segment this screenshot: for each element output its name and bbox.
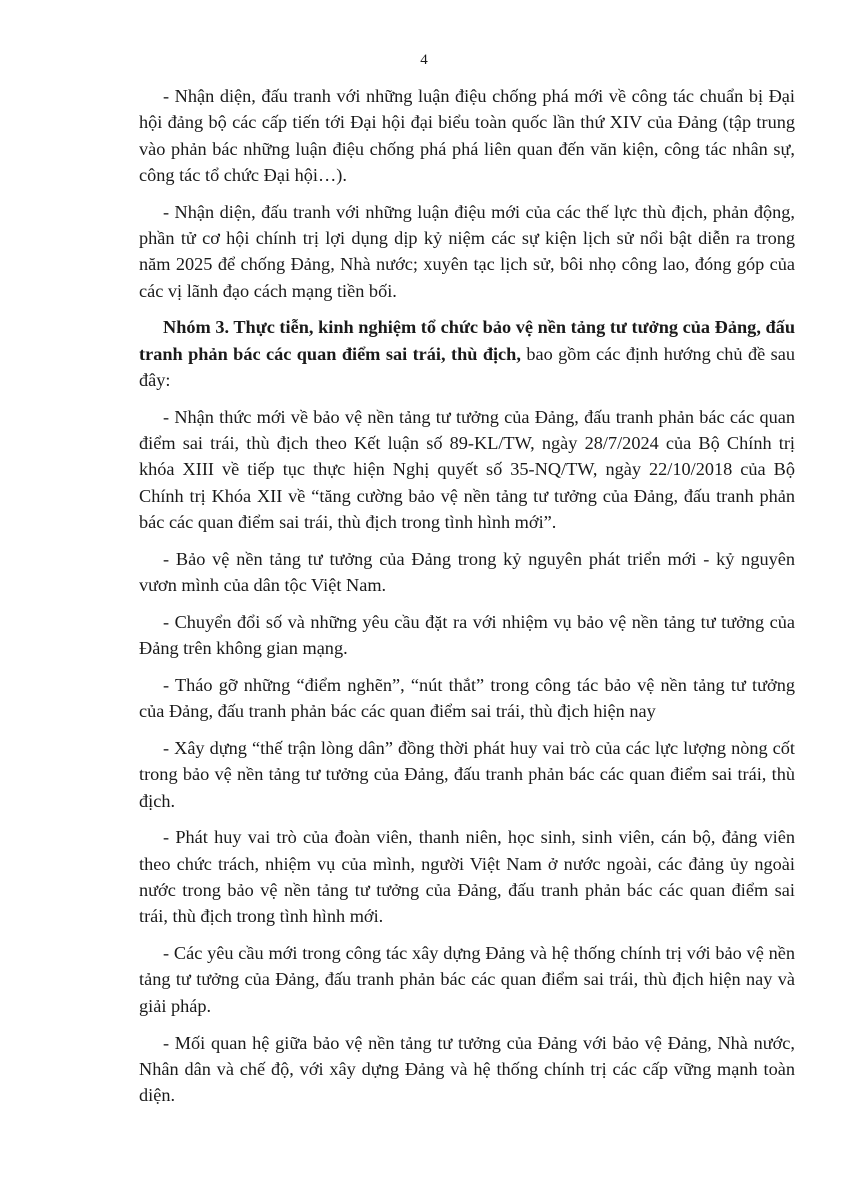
paragraph: - Nhận diện, đấu tranh với những luận điệu chống phá mới về công tác chuẩn bị Đại hội đảng bộ các cấp tiến tới Đại hội đại biểu toàn quốc lần thứ XIV của Đảng (tập trung vào phản bác những luận điệu chống phá phá liên quan đến văn kiện, công tác nhân sự, công tác tổ chức Đại hội…). [139, 86, 795, 185]
section-heading-continuation: bao gồm các định hướng chủ đề sau đây: [139, 343, 795, 390]
paragraph: - Bảo vệ nền tảng tư tưởng của Đảng trong kỷ nguyên phát triển mới - kỷ nguyên vươn mình của dân tộc Việt Nam. [139, 548, 795, 596]
paragraph: - Chuyển đổi số và những yêu cầu đặt ra với nhiệm vụ bảo vệ nền tảng tư tưởng của Đảng trên không gian mạng. [139, 611, 795, 659]
paragraph: - Mối quan hệ giữa bảo vệ nền tảng tư tưởng của Đảng với bảo vệ Đảng, Nhà nước, Nhân dân và chế độ, với xây dựng Đảng và hệ thống chính trị các cấp vững mạnh toàn diện. [139, 1032, 795, 1106]
paragraph: - Phát huy vai trò của đoàn viên, thanh niên, học sinh, sinh viên, cán bộ, đảng viên theo chức trách, nhiệm vụ của mình, người Việt Nam ở nước ngoài, các đảng ủy ngoài nước trong bảo vệ nền tảng tư tưởng của Đảng, đấu tranh phản bác các quan điểm sai trái, thù địch trong tình hình mới. [139, 827, 795, 927]
paragraph: - Nhận diện, đấu tranh với những luận điệu mới của các thế lực thù địch, phản động, phần tử cơ hội chính trị lợi dụng dịp kỷ niệm các sự kiện lịch sử nổi bật diễn ra trong năm 2025 để chống Đảng, Nhà nước; xuyên tạc lịch sử, bôi nhọ công lao, đóng góp của các vị lãnh đạo cách mạng tiền bối. [139, 201, 795, 301]
section-heading: Nhóm 3. Thực tiễn, kinh nghiệm tổ chức bảo vệ nền tảng tư tưởng của Đảng, đấu tranh phản bác các quan điểm sai trái, thù địch, [139, 317, 795, 364]
paragraph: - Các yêu cầu mới trong công tác xây dựng Đảng và hệ thống chính trị với bảo vệ nền tảng tư tưởng của Đảng, đấu tranh phản bác các quan điểm sai trái, thù địch hiện nay và giải pháp. [139, 943, 795, 1016]
document-body [139, 83, 795, 1119]
paragraph: - Tháo gỡ những “điểm nghẽn”, “nút thắt” trong công tác bảo vệ nền tảng tư tưởng của Đảng, đấu tranh phản bác các quan điểm sai trái, thù địch hiện nay [139, 674, 795, 722]
page-number: 4 [420, 52, 428, 68]
paragraph: - Nhận thức mới về bảo vệ nền tảng tư tưởng của Đảng, đấu tranh phản bác các quan điểm sai trái, thù địch theo Kết luận số 89-KL/TW, ngày 28/7/2024 của Bộ Chính trị khóa XIII về tiếp tục thực hiện Nghị quyết số 35-NQ/TW, ngày 22/10/2018 của Bộ Chính trị Khóa XII về “tăng cường bảo vệ nền tảng tư tưởng của Đảng, đấu tranh phản bác các quan điểm sai trái, thù địch trong tình hình mới”. [139, 406, 795, 532]
paragraph: - Xây dựng “thế trận lòng dân” đồng thời phát huy vai trò của các lực lượng nòng cốt trong bảo vệ nền tảng tư tưởng của Đảng, đấu tranh phản bác các quan điểm sai trái, thù địch. [139, 738, 795, 811]
section-heading-paragraph [139, 314, 795, 393]
